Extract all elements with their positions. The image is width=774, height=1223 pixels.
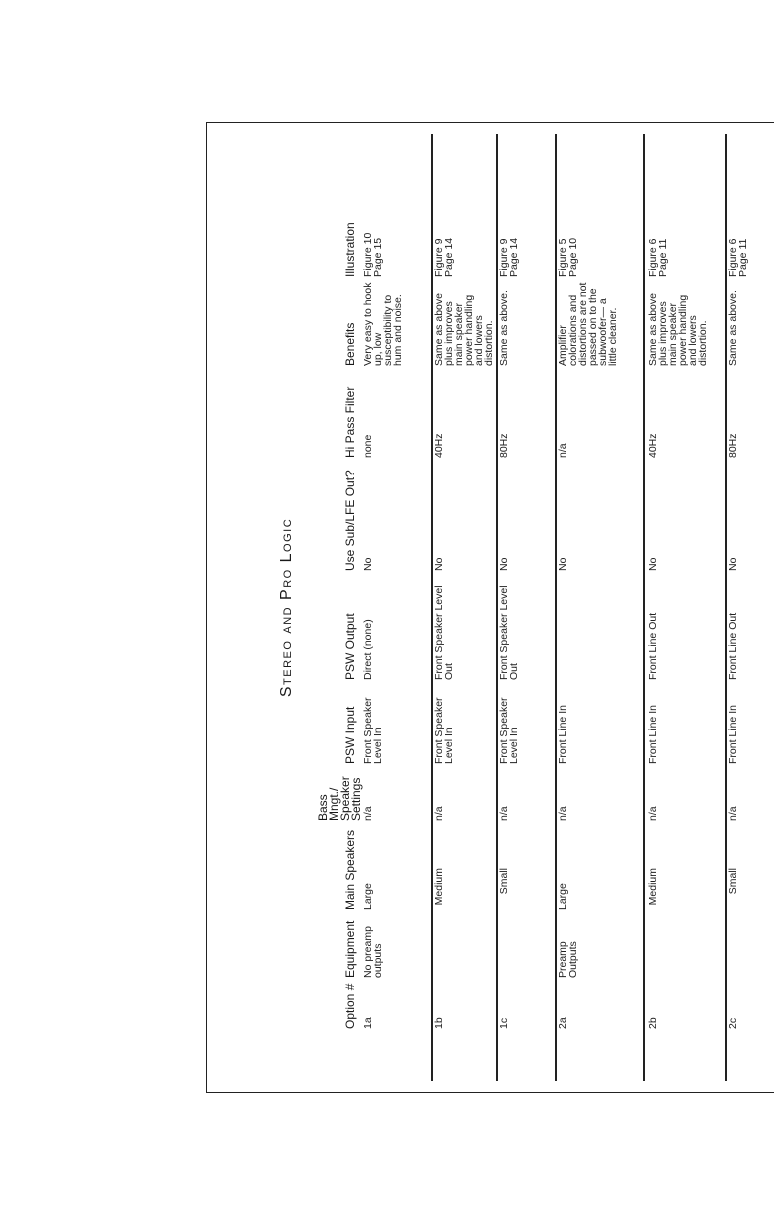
cell-option: 1c — [498, 1017, 510, 1029]
cell-filter: none — [362, 434, 374, 458]
cell-bass: n/a — [557, 806, 569, 821]
cell-psw_in: Front Line In — [647, 705, 659, 764]
cell-benefits: Same as above plus improves main speaker power handling and lowers distortion. — [433, 293, 495, 366]
cell-psw_in: Front Speaker Level In — [362, 697, 384, 764]
cell-benefits: Same as above plus improves main speaker power handling and lowers distortion. — [647, 293, 709, 366]
cell-lfe: No — [727, 557, 739, 571]
cell-illustration: Figure 6 Page 11 — [727, 238, 749, 277]
cell-psw_in: Front Speaker Level In — [433, 697, 455, 764]
cell-main: Medium — [433, 868, 445, 906]
cell-psw_in: Front Line In — [727, 705, 739, 764]
header-option: Option # — [343, 983, 357, 1029]
cell-psw_out: Front Line Out — [727, 612, 739, 680]
header-use-sub-lfe: Use Sub/LFE Out? — [343, 470, 357, 571]
cell-filter: 40Hz — [433, 433, 445, 458]
cell-equipment: No preamp outputs — [362, 926, 384, 978]
cell-illustration: Figure 6 Page 11 — [647, 238, 669, 277]
cell-lfe: No — [498, 557, 510, 571]
rotated-table — [206, 122, 774, 1093]
cell-psw_in: Front Speaker Level In — [498, 697, 520, 764]
cell-lfe: No — [557, 557, 569, 571]
cell-lfe: No — [433, 557, 445, 571]
header-illustration: Illustration — [343, 222, 357, 277]
header-bass-mngt: Bass Mngt./ Speaker Settings — [316, 776, 363, 821]
cell-main: Large — [557, 883, 569, 910]
cell-option: 2b — [647, 1017, 659, 1029]
cell-equipment: Preamp Outputs — [557, 941, 579, 978]
cell-filter: n/a — [557, 443, 569, 458]
cell-benefits: Very easy to hook up, low susceptibility to hum and noise. — [362, 282, 404, 366]
cell-option: 1a — [362, 1017, 374, 1029]
cell-option: 2c — [727, 1017, 739, 1029]
header-main-speakers: Main Speakers — [343, 829, 357, 910]
cell-option: 1b — [433, 1017, 445, 1029]
row-divider — [643, 134, 645, 1081]
cell-lfe: No — [647, 557, 659, 571]
cell-lfe: No — [362, 557, 374, 571]
cell-bass: n/a — [433, 806, 445, 821]
cell-main: Large — [362, 883, 374, 910]
cell-bass: n/a — [647, 806, 659, 821]
header-psw-input: PSW Input — [343, 706, 357, 764]
cell-main: Small — [498, 868, 510, 895]
cell-psw_out: Front Speaker Level Out — [433, 585, 455, 680]
cell-psw_out: Direct (none) — [362, 619, 374, 680]
cell-illustration: Figure 10 Page 15 — [362, 232, 384, 277]
cell-illustration: Figure 9 Page 14 — [433, 237, 455, 277]
cell-filter: 80Hz — [498, 433, 510, 458]
cell-illustration: Figure 9 Page 14 — [498, 237, 520, 277]
cell-filter: 80Hz — [727, 433, 739, 458]
cell-main: Small — [727, 868, 739, 895]
cell-option: 2a — [557, 1017, 569, 1029]
cell-psw_out: Front Line Out — [647, 612, 659, 680]
header-equipment: Equipment — [343, 920, 357, 978]
cell-main: Medium — [647, 868, 659, 906]
cell-filter: 40Hz — [647, 433, 659, 458]
cell-benefits: Same as above. — [727, 290, 739, 366]
cell-bass: n/a — [727, 806, 739, 821]
cell-psw_in: Front Line In — [557, 705, 569, 764]
header-benefits: Benefits — [343, 322, 357, 366]
cell-bass: n/a — [498, 806, 510, 821]
cell-psw_out: Front Speaker Level Out — [498, 585, 520, 680]
cell-benefits: Amplifier colorations and distortions are not passed on to the subwoofer— a little cleaner. — [557, 282, 619, 366]
cell-bass: n/a — [362, 806, 374, 821]
header-psw-output: PSW Output — [343, 613, 357, 680]
header-hi-pass-filter: Hi Pass Filter — [343, 386, 357, 458]
cell-illustration: Figure 5 Page 10 — [557, 237, 579, 277]
table-title: Stereo and Pro Logic — [278, 517, 295, 698]
cell-benefits: Same as above. — [498, 290, 510, 366]
